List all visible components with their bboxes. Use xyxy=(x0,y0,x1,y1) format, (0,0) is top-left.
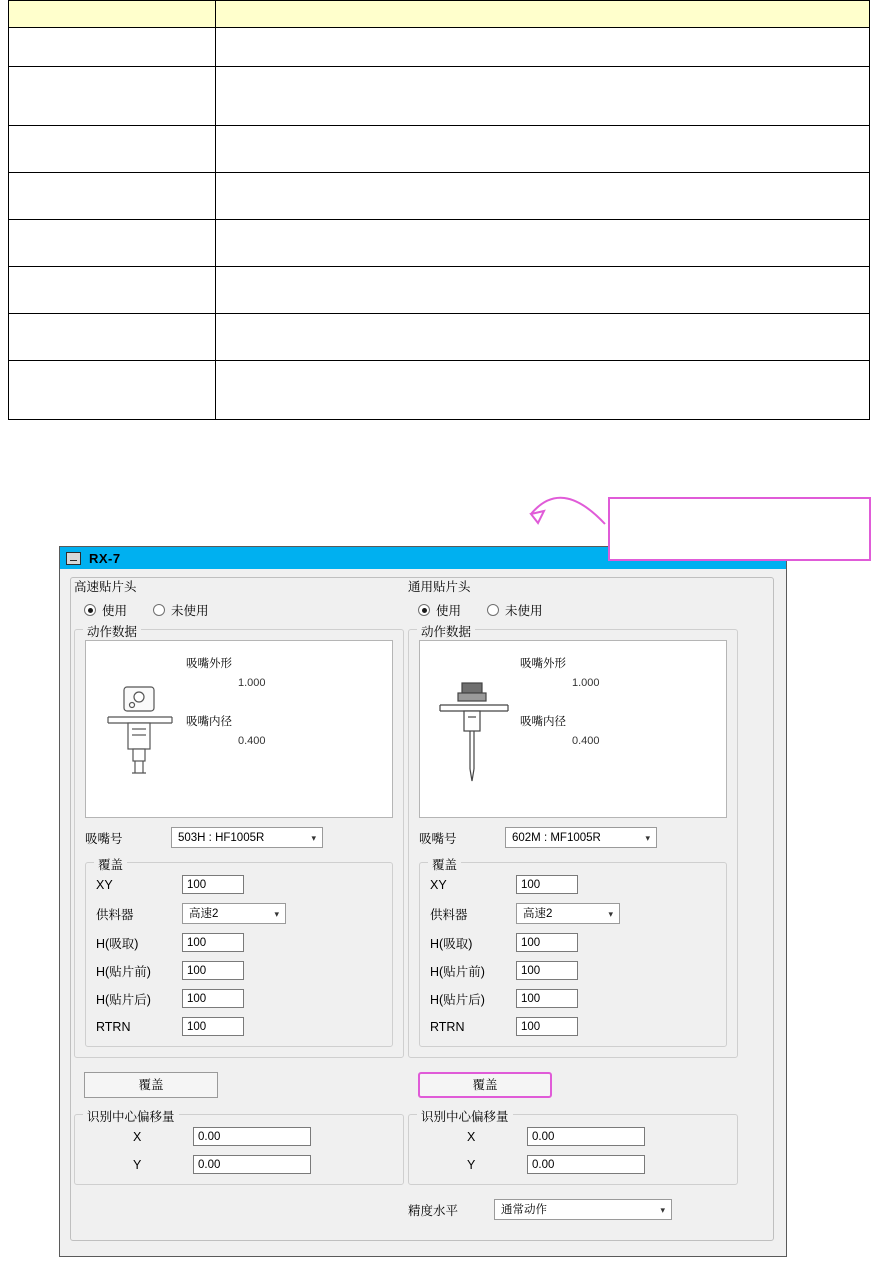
universal-nozzle-preview xyxy=(419,640,727,818)
high-speed-nozzle-preview xyxy=(85,640,393,818)
universal-xy-row xyxy=(430,875,716,894)
universal-motion-group xyxy=(408,625,738,1058)
high-speed-offset-y-row xyxy=(85,1155,393,1174)
offset-y-label: Y xyxy=(467,1157,476,1172)
nozzle-no-select[interactable] xyxy=(505,827,657,848)
window-body xyxy=(60,569,786,1256)
radio-use-high-speed[interactable] xyxy=(84,601,127,619)
high-speed-motion-group xyxy=(74,625,404,1058)
table-cell-value xyxy=(216,1,870,28)
nozzle-shape-value: 1.000 xyxy=(572,677,600,689)
high-speed-offset-x-row xyxy=(85,1127,393,1146)
precision-level-row xyxy=(408,1199,738,1220)
cover-group-title: 覆盖 xyxy=(428,855,461,873)
table-row xyxy=(9,314,870,361)
feeder-select[interactable] xyxy=(516,903,620,924)
nozzle-inner-label: 吸嘴内径 xyxy=(186,716,232,728)
universal-cover-group xyxy=(419,858,727,1047)
table-row xyxy=(9,267,870,314)
table-cell-label xyxy=(9,28,216,67)
h-before-label: H(贴片前) xyxy=(96,964,151,979)
offset-y-label: Y xyxy=(133,1157,142,1172)
table-row xyxy=(9,1,870,28)
chevron-down-icon: ▾ xyxy=(660,1205,665,1215)
high-speed-nozzle-no-row xyxy=(85,827,393,848)
offset-x-label: X xyxy=(133,1129,142,1144)
universal-offset-x-row xyxy=(419,1127,727,1146)
h-pick-label: H(吸取) xyxy=(430,936,473,951)
table-row xyxy=(9,67,870,126)
offset-x-label: X xyxy=(467,1129,476,1144)
offset-y-input[interactable]: 0.00 xyxy=(193,1155,311,1174)
chevron-down-icon: ▾ xyxy=(311,833,316,843)
feeder-value: 高速2 xyxy=(189,908,219,920)
high-speed-xy-row xyxy=(96,875,382,894)
table-cell-label xyxy=(9,361,216,420)
h-pick-input[interactable]: 100 xyxy=(182,933,244,952)
nozzle-no-value: 503H : HF1005R xyxy=(178,832,265,844)
h-before-label: H(贴片前) xyxy=(430,964,485,979)
high-speed-head-column xyxy=(74,577,404,1185)
table-cell-value xyxy=(216,220,870,267)
radio-unuse-universal[interactable] xyxy=(487,601,543,619)
rtrn-label: RTRN xyxy=(96,1019,131,1034)
minimize-icon[interactable] xyxy=(66,552,81,565)
feeder-select[interactable] xyxy=(182,903,286,924)
table-cell-value xyxy=(216,173,870,220)
radio-unuse-label: 未使用 xyxy=(505,604,543,618)
table-row xyxy=(9,173,870,220)
chevron-down-icon: ▾ xyxy=(608,909,613,919)
high-speed-feeder-row xyxy=(96,903,382,924)
universal-h-pick-row xyxy=(430,933,716,952)
chevron-down-icon: ▾ xyxy=(274,909,279,919)
high-speed-h-after-row xyxy=(96,989,382,1008)
nozzle-inner-value: 0.400 xyxy=(572,735,600,747)
radio-unuse-high-speed[interactable] xyxy=(153,601,209,619)
table-cell-value xyxy=(216,67,870,126)
nozzle-inner-value: 0.400 xyxy=(238,735,266,747)
high-speed-rtrn-row xyxy=(96,1017,382,1036)
high-speed-offset-group xyxy=(74,1110,404,1185)
radio-unuse-label: 未使用 xyxy=(171,604,209,618)
callout-box xyxy=(608,497,871,561)
high-speed-head-usage-radios xyxy=(84,601,404,619)
nozzle-shape-label: 吸嘴外形 xyxy=(186,658,232,670)
offset-x-input[interactable]: 0.00 xyxy=(193,1127,311,1146)
table-cell-label xyxy=(9,314,216,361)
universal-h-before-row xyxy=(430,961,716,980)
h-after-label: H(贴片后) xyxy=(430,992,485,1007)
precision-level-value: 通常动作 xyxy=(501,1204,547,1216)
nozzle-no-label: 吸嘴号 xyxy=(419,831,457,846)
high-speed-h-before-row xyxy=(96,961,382,980)
xy-label: XY xyxy=(430,877,447,892)
table-cell-value xyxy=(216,28,870,67)
table-cell-label xyxy=(9,267,216,314)
rtrn-label: RTRN xyxy=(430,1019,465,1034)
table-cell-value xyxy=(216,126,870,173)
h-before-input[interactable]: 100 xyxy=(516,961,578,980)
h-after-label: H(贴片后) xyxy=(96,992,151,1007)
documentation-table xyxy=(8,0,870,420)
rx7-window xyxy=(59,546,787,1257)
h-pick-input[interactable]: 100 xyxy=(516,933,578,952)
table-cell-label xyxy=(9,220,216,267)
high-speed-cover-button[interactable]: 覆盖 xyxy=(84,1072,218,1098)
rtrn-input[interactable]: 100 xyxy=(182,1017,244,1036)
table-row xyxy=(9,361,870,420)
xy-input[interactable]: 100 xyxy=(182,875,244,894)
radio-use-label: 使用 xyxy=(436,604,462,618)
universal-nozzle-no-row xyxy=(419,827,727,848)
radio-dot-icon xyxy=(153,604,165,616)
radio-use-label: 使用 xyxy=(102,604,128,618)
universal-head-usage-radios xyxy=(418,601,738,619)
h-after-input[interactable]: 100 xyxy=(516,989,578,1008)
universal-h-after-row xyxy=(430,989,716,1008)
offset-x-input[interactable]: 0.00 xyxy=(527,1127,645,1146)
table-cell-value xyxy=(216,314,870,361)
h-after-input[interactable]: 100 xyxy=(182,989,244,1008)
radio-use-universal[interactable] xyxy=(418,601,461,619)
nozzle-no-select[interactable] xyxy=(171,827,323,848)
xy-input[interactable]: 100 xyxy=(516,875,578,894)
table-cell-label xyxy=(9,67,216,126)
universal-head-column xyxy=(408,577,738,1220)
table-cell-label xyxy=(9,1,216,28)
table-row xyxy=(9,220,870,267)
cover-group-title: 覆盖 xyxy=(94,855,127,873)
table-cell-value xyxy=(216,361,870,420)
radio-dot-icon xyxy=(418,604,430,616)
window-title: RX-7 xyxy=(89,550,121,566)
feeder-value: 高速2 xyxy=(523,908,553,920)
precision-level-label: 精度水平 xyxy=(408,1203,459,1218)
universal-head-title: 通用贴片头 xyxy=(408,580,471,594)
nozzle-diagram-icon xyxy=(436,677,522,797)
motion-group-title: 动作数据 xyxy=(83,622,141,640)
nozzle-shape-label: 吸嘴外形 xyxy=(520,658,566,670)
precision-level-select[interactable] xyxy=(494,1199,672,1220)
table-row xyxy=(9,28,870,67)
offset-group-title: 识别中心偏移量 xyxy=(417,1107,513,1125)
nozzle-no-label: 吸嘴号 xyxy=(85,831,123,846)
motion-group-title: 动作数据 xyxy=(417,622,475,640)
table-row xyxy=(9,126,870,173)
high-speed-h-pick-row xyxy=(96,933,382,952)
nozzle-shape-value: 1.000 xyxy=(238,677,266,689)
universal-cover-button[interactable]: 覆盖 xyxy=(418,1072,552,1098)
high-speed-cover-group xyxy=(85,858,393,1047)
radio-dot-icon xyxy=(84,604,96,616)
chevron-down-icon: ▾ xyxy=(645,833,650,843)
offset-group-title: 识别中心偏移量 xyxy=(83,1107,179,1125)
high-speed-head-title: 高速贴片头 xyxy=(74,580,137,594)
nozzle-diagram-icon xyxy=(102,677,188,787)
universal-rtrn-row xyxy=(430,1017,716,1036)
xy-label: XY xyxy=(96,877,113,892)
h-before-input[interactable]: 100 xyxy=(182,961,244,980)
nozzle-inner-label: 吸嘴内径 xyxy=(520,716,566,728)
feeder-label: 供料器 xyxy=(430,907,468,922)
feeder-label: 供料器 xyxy=(96,907,134,922)
table-cell-label xyxy=(9,126,216,173)
radio-dot-icon xyxy=(487,604,499,616)
rtrn-input[interactable]: 100 xyxy=(516,1017,578,1036)
nozzle-no-value: 602M : MF1005R xyxy=(512,832,601,844)
universal-offset-y-row xyxy=(419,1155,727,1174)
universal-offset-group xyxy=(408,1110,738,1185)
table-cell-value xyxy=(216,267,870,314)
offset-y-input[interactable]: 0.00 xyxy=(527,1155,645,1174)
h-pick-label: H(吸取) xyxy=(96,936,139,951)
table-cell-label xyxy=(9,173,216,220)
universal-feeder-row xyxy=(430,903,716,924)
